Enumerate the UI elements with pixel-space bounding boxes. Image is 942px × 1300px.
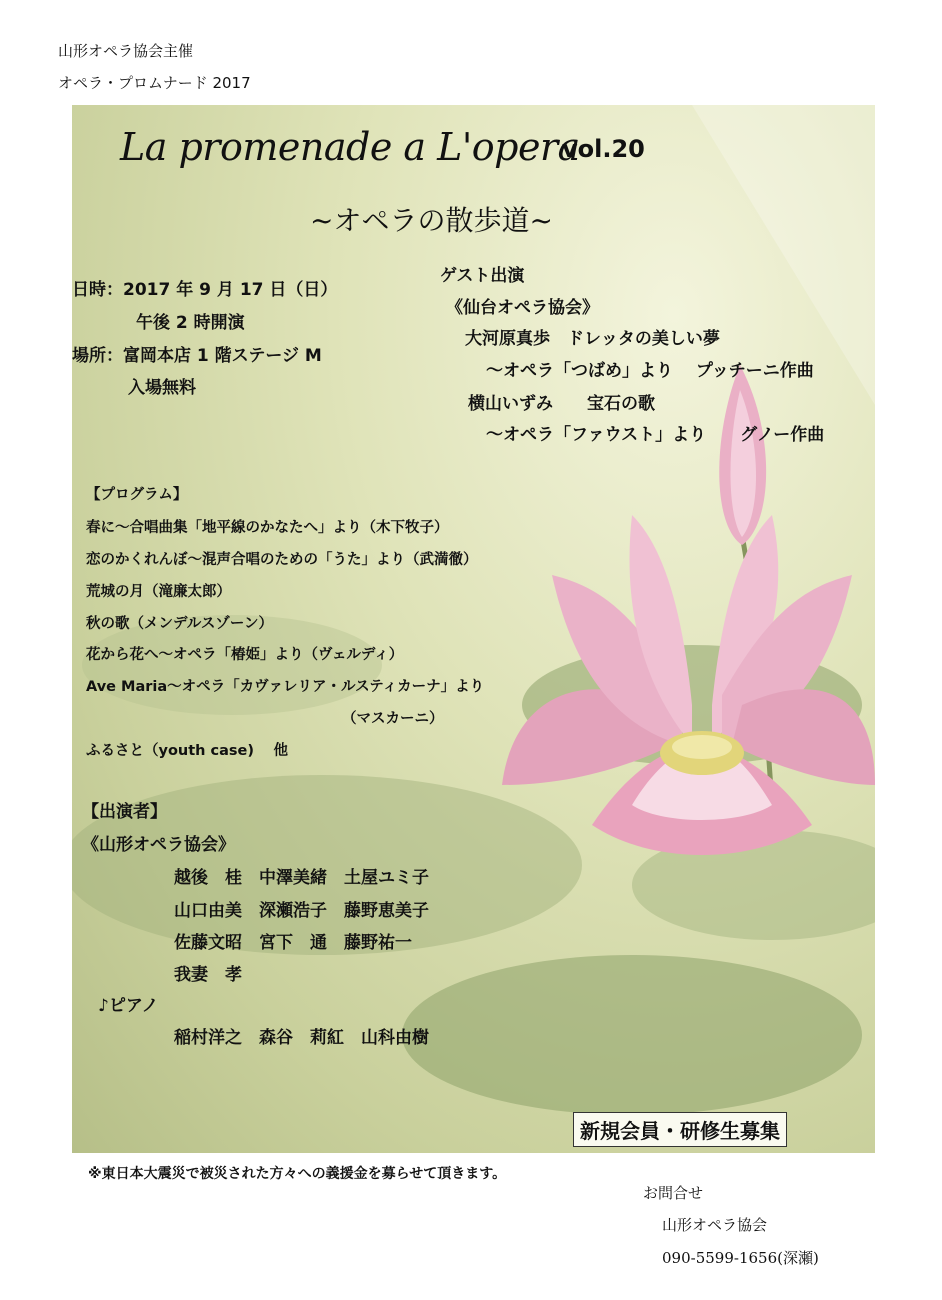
donation-notice: ※東日本大震災で被災された方々への義援金を募らせて頂きます。	[88, 1166, 507, 1182]
event-venue: 場所：富岡本店 1 階ステージ M	[72, 346, 322, 366]
performers-group: 《山形オペラ協会》	[82, 835, 235, 855]
guest-heading: ゲスト出演	[440, 266, 525, 286]
guest-line-1: 大河原真歩 ドレッタの美しい夢	[465, 329, 720, 349]
program-heading: 【プログラム】	[86, 487, 188, 503]
poster-subtitle: ~オペラの散歩道~	[310, 204, 553, 237]
program-item: 恋のかくれんぼ～混声合唱のための「うた」より（武満徹）	[86, 552, 478, 568]
guest-line-2: ～オペラ「つばめ」より プッチーニ作曲	[486, 361, 814, 381]
program-item: 荒城の月（滝廉太郎）	[86, 584, 231, 600]
program-item: 春に～合唱曲集「地平線のかなたへ」より（木下牧子）	[86, 520, 449, 536]
admission-text: 入場無料	[128, 378, 196, 398]
poster-title-script: La promenade a L'opera	[120, 125, 580, 169]
guest-group: 《仙台オペラ協会》	[446, 298, 599, 318]
performer-row: 山口由美 深瀬浩子 藤野恵美子	[174, 901, 429, 921]
contact-organization: 山形オペラ協会	[662, 1216, 768, 1234]
contact-phone: 090-5599-1656(深瀬)	[662, 1249, 819, 1267]
performer-row: 越後 桂 中澤美緒 土屋ユミ子	[174, 868, 429, 888]
program-item: 花から花へ～オペラ「椿姫」より（ヴェルディ）	[86, 647, 404, 663]
program-item: 秋の歌（メンデルスゾーン）	[86, 616, 274, 632]
performer-row: 佐藤文昭 宮下 通 藤野祐一	[174, 933, 412, 953]
program-item: Ave Maria～オペラ「カヴァレリア・ルスティカーナ」より	[86, 679, 485, 695]
contact-label: お問合せ	[643, 1184, 704, 1202]
event-time: 午後 2 時開演	[136, 313, 245, 333]
piano-heading: ♪ピアノ	[98, 996, 159, 1016]
event-date: 日時：2017 年 9 月 17 日（日）	[72, 280, 338, 300]
program-item: （マスカーニ）	[342, 711, 444, 727]
recruit-notice: 新規会員・研修生募集	[573, 1112, 787, 1147]
performer-row: 我妻 孝	[174, 965, 242, 985]
piano-row: 稲村洋之 森谷 莉紅 山科由樹	[174, 1028, 429, 1048]
poster	[72, 105, 875, 1153]
lily-pad-illustration	[402, 955, 862, 1115]
volume-label: vol.20	[562, 135, 645, 163]
guest-line-4: ～オペラ「ファウスト」より グノー作曲	[486, 425, 825, 445]
guest-line-3: 横山いずみ 宝石の歌	[468, 394, 655, 414]
performers-heading: 【出演者】	[82, 802, 167, 822]
program-item: ふるさと（youth case) 他	[86, 743, 289, 759]
organizer-text: 山形オペラ協会主催	[58, 42, 194, 60]
event-series-text: オペラ・プロムナード 2017	[58, 74, 251, 92]
